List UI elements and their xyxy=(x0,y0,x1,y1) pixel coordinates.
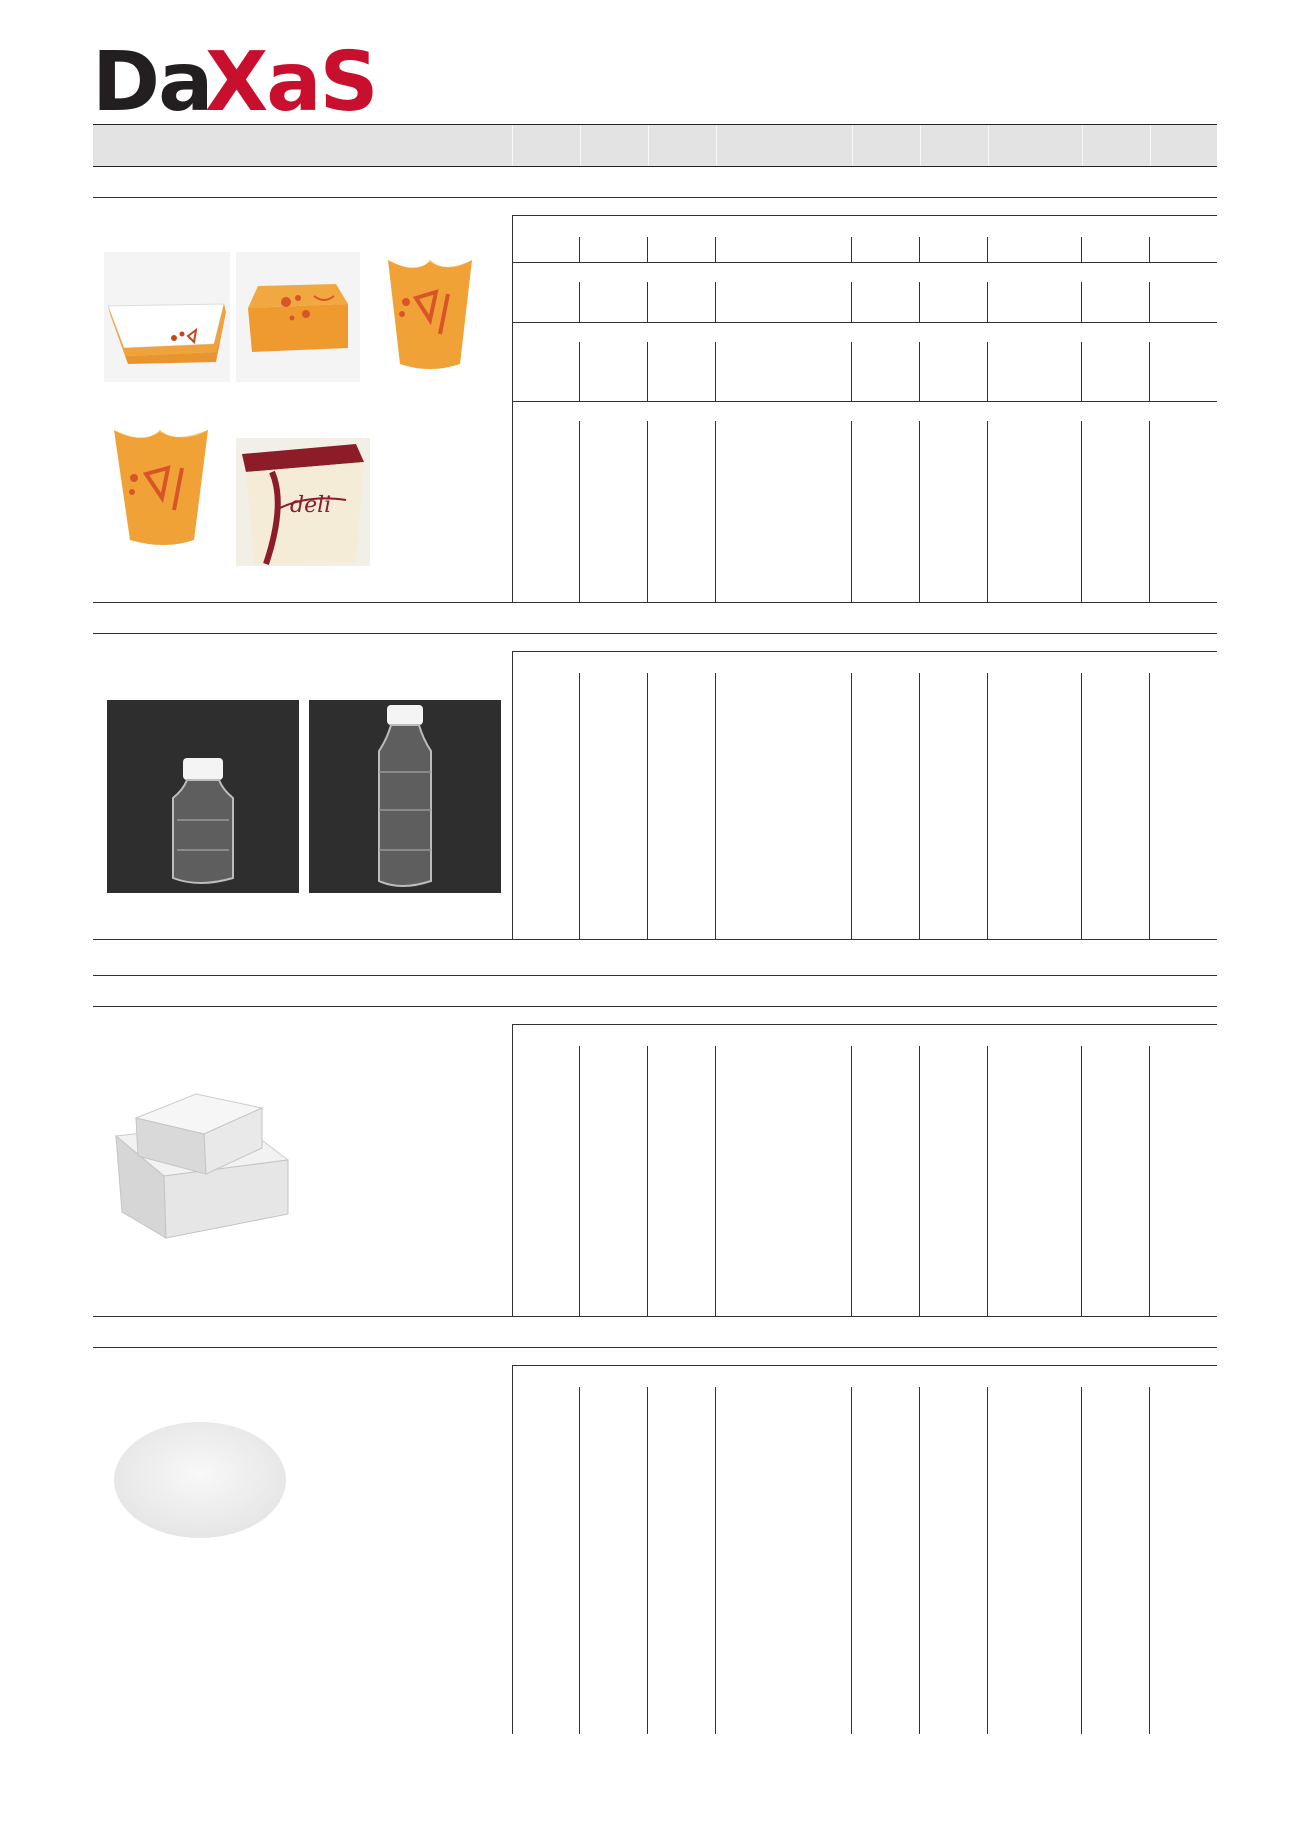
section-title-line xyxy=(93,197,1217,198)
deli-box-icon xyxy=(236,438,370,566)
product-table xyxy=(512,1365,1217,1734)
cake-box-icon xyxy=(112,1092,292,1240)
product-table xyxy=(512,1024,1217,1316)
product-table xyxy=(512,651,1217,939)
burger-box-icon xyxy=(236,252,360,382)
round-pad-icon xyxy=(112,1418,292,1542)
svg-text:Da: Da xyxy=(92,42,212,122)
daxas-logo xyxy=(92,42,392,122)
small-bottle-icon xyxy=(107,700,299,893)
fry-cup-icon xyxy=(106,420,230,560)
fry-cup-icon xyxy=(370,252,494,382)
product-table xyxy=(512,215,1217,602)
header-band xyxy=(93,124,1217,167)
large-bottle-icon xyxy=(309,700,501,893)
tray-icon xyxy=(104,252,230,382)
svg-text:XaS: XaS xyxy=(205,42,377,122)
svg-text:deli: deli xyxy=(290,493,332,518)
